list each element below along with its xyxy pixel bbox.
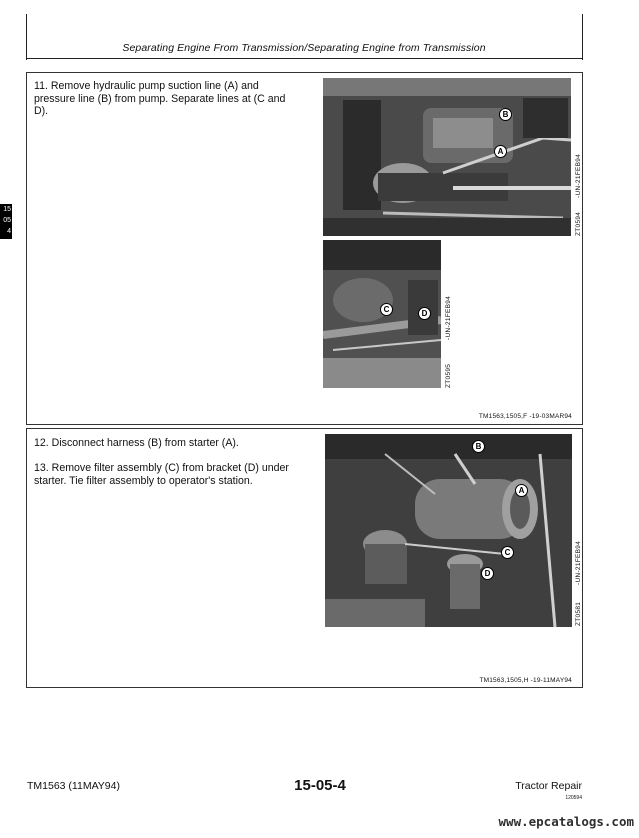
section-tab bbox=[0, 204, 12, 239]
header-right-rule bbox=[582, 14, 583, 60]
step-11-text: 11. Remove hydraulic pump suction line (A) and pressure line (B) from pump. Separate lines at (C and D). bbox=[34, 80, 286, 117]
page-number: 15-05-4 bbox=[294, 777, 346, 794]
section-tab-line1: 15 bbox=[3, 206, 11, 213]
photo-top-zt-code: ZT0594 bbox=[575, 211, 582, 236]
callout-d-bracket: D bbox=[481, 567, 494, 580]
step-13-text: 13. Remove filter assembly (C) from bracket (D) under starter. Tie filter assembly to operator's station. bbox=[34, 462, 289, 487]
manual-identifier: TM1563 (11MAY94) bbox=[27, 780, 120, 792]
line-separation-photo bbox=[323, 240, 441, 388]
callout-a-starter: A bbox=[515, 484, 528, 497]
step-12-text: 12. Disconnect harness (B) from starter (A). bbox=[34, 437, 239, 449]
watermark-url: www.epcatalogs.com bbox=[498, 814, 634, 829]
section-tab-line3: 4 bbox=[7, 228, 11, 235]
hydraulic-pump-photo-art bbox=[323, 78, 571, 236]
hydraulic-pump-photo bbox=[323, 78, 571, 236]
photo-top-un-code: -UN-21FEB94 bbox=[575, 153, 582, 198]
book-title: Tractor Repair bbox=[515, 780, 582, 792]
starter-filter-photo-art bbox=[325, 434, 572, 627]
callout-b-pressure-line: B bbox=[499, 108, 512, 121]
footer-date-code: 120594 bbox=[565, 795, 582, 801]
callout-c-filter-assembly: C bbox=[501, 546, 514, 559]
callout-a-suction-line: A bbox=[494, 145, 507, 158]
photo-starter-un-code: -UN-21FEB94 bbox=[575, 540, 582, 585]
section-tab-line2: 05 bbox=[3, 217, 11, 224]
callout-c-line-joint: C bbox=[380, 303, 393, 316]
section-1-reference-code: TM1563,1505,F -19-03MAR94 bbox=[478, 413, 572, 420]
callout-b-harness: B bbox=[472, 440, 485, 453]
header-bottom-rule bbox=[26, 58, 583, 59]
photo-starter-zt-code: ZT0581 bbox=[575, 601, 582, 626]
photo-bottom-un-code: -UN-21FEB94 bbox=[445, 295, 452, 340]
page-header-title: Separating Engine From Transmission/Separating Engine from Transmission bbox=[122, 42, 486, 54]
section-2-reference-code: TM1563,1505,H -19-11MAY94 bbox=[479, 677, 572, 684]
callout-d-line-joint: D bbox=[418, 307, 431, 320]
starter-filter-photo bbox=[325, 434, 572, 627]
photo-bottom-zt-code: ZT0595 bbox=[445, 363, 452, 388]
